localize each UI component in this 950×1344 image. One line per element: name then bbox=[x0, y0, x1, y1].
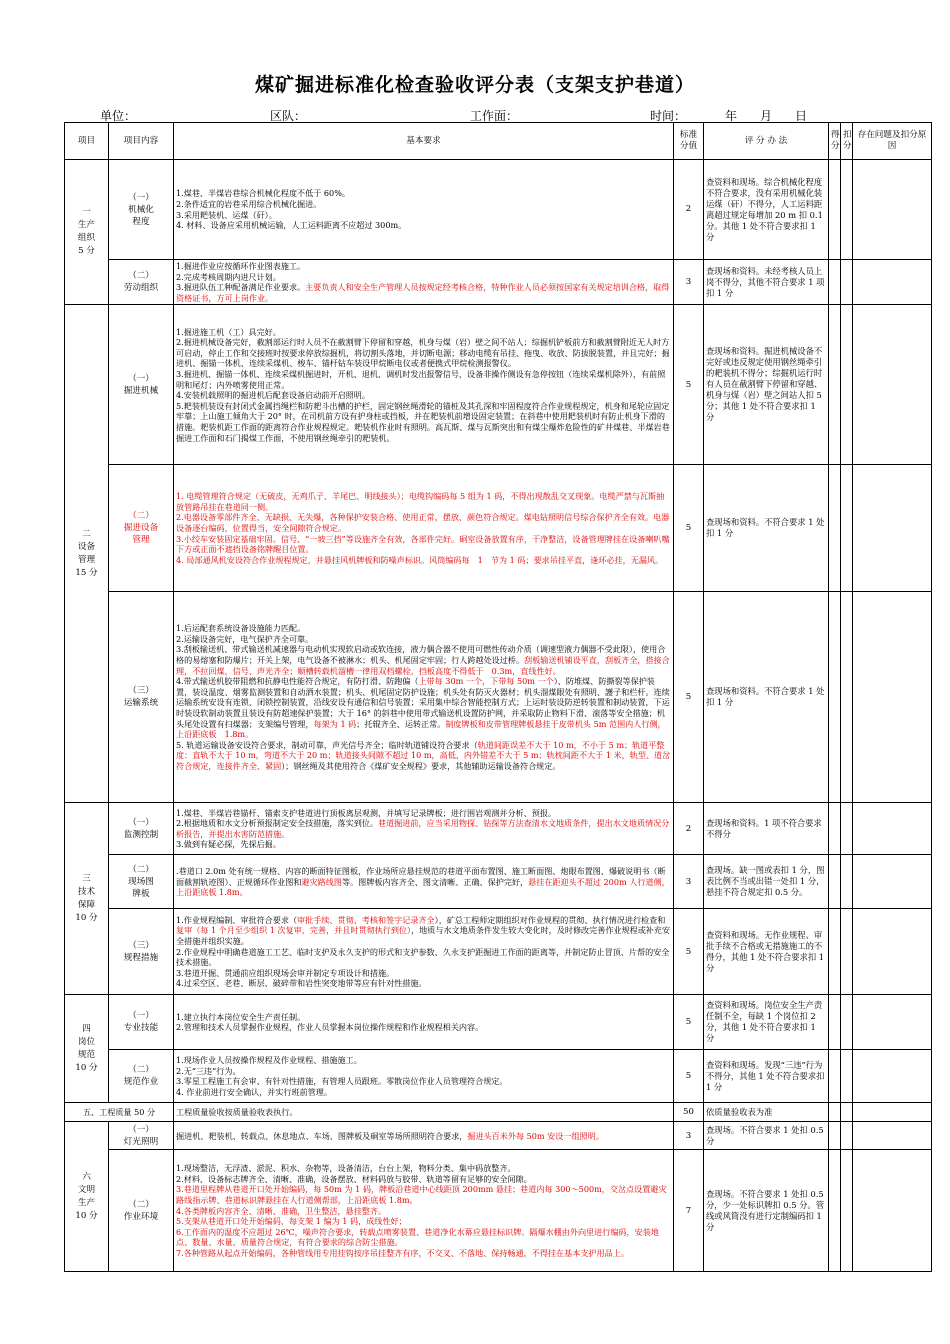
sub-item: （一） 灯光照明 bbox=[109, 1122, 174, 1150]
problem-cell[interactable] bbox=[853, 465, 932, 592]
minus-cell[interactable] bbox=[841, 160, 853, 260]
requirement-text: .巷道口 2.0m 处有统一规格、内容的断面特征图板，作业场所应悬挂规范的巷道平面布置图、施工断面图、炮眼布置图、爆破说明书（断面截割轨迹图）、正规循环作业图和 bbox=[176, 865, 666, 887]
page-title: 煤矿掘进标准化检查验收评分表（支架支护巷道） bbox=[254, 74, 695, 96]
std-score: 5 bbox=[674, 305, 704, 465]
header-row bbox=[65, 123, 932, 160]
problem-cell[interactable] bbox=[853, 1150, 932, 1272]
requirement-text: 1.后运配套系统设备设施能力匹配。 2.运输设备完好，电气保护齐全可靠。 3.刮板输送机、带式输送机减速器与电动机实现软启动或软连接，液力偶合器不使用可燃性传动介质（调速型液力偶器不受此限），使用合格的易熔塞和防爆片；开关上架，电气设备不被淋水；机头、机尾固定牢固；行人跨越处设过桥。 bbox=[176, 623, 666, 665]
std-score: 5 bbox=[674, 995, 704, 1050]
minus-cell[interactable] bbox=[841, 909, 853, 995]
sub-item: （二） 作业环境 bbox=[109, 1150, 174, 1272]
requirement-text-red: 巷道掘进前，应当采用物探、钻探等方法查清水文地质条件，提出水文地质情况分析报告，并提出水害防范措施。 bbox=[176, 818, 670, 839]
problem-cell[interactable] bbox=[853, 909, 932, 995]
unit-label: 单位： bbox=[100, 109, 137, 123]
header-minus: 扣分 bbox=[841, 123, 853, 160]
got-cell[interactable] bbox=[829, 592, 841, 803]
requirement-text: 1.现场整洁，无浮渣、淤泥、积水、杂物等，设备清洁，台台上架，物料分类、集中码放整齐。 2.材料、设备标志牌齐全、清晰、准确，设备摆放、材料码放与胶带、轨道等留有足够的安全间隙。 bbox=[176, 1163, 532, 1184]
sub-item: （二） 劳动组织 bbox=[109, 260, 174, 305]
method: 查资料和现场。发现“三违”行为不得分，其他 1 处不符合要求扣 1 分 bbox=[704, 1050, 829, 1103]
header-item: 项目 bbox=[65, 123, 109, 160]
requirement: 1.建立执行本岗位安全生产责任制。 2.管理和技术人员掌握作业规程，作业人员掌握本岗位操作规程和作业规程相关内容。 bbox=[174, 995, 674, 1050]
minus-cell[interactable] bbox=[841, 803, 853, 855]
minus-cell[interactable] bbox=[841, 592, 853, 803]
problem-cell[interactable] bbox=[853, 160, 932, 260]
requirement: 1.掘进施工机（工）具完好。 2.掘进机械设备完好，截割部运行时人员不在截割臂下停留和穿越，机身与煤（岩）壁之间不站人；综掘机铲板前方和截割臂附近无人时方可启动，停止工作和交接班时按要求停放综掘机，将切割头落地，并切断电源；移动电缆有吊挂、拖曳、收放、防拔脱装置，并且完好；掘进机、掘锚一体机、连续采煤机、梭车、锚杆钻车装设甲烷断电仪或者便携式甲烷检测报警仪。 3.掘进机、掘锚一体机、连续采煤机掘进时，开机、退机、调机时发出报警信号，设备非操作侧设有急停按钮（连续采煤机除外），有前照明和尾灯；内外喷雾使用正常。 4.安装机载照明的掘进机后配套设备启动前开启照明。 5.耙装机装设有封闭式金属挡绳栏和防耙斗出槽的护栏，固定钢丝绳滑轮的锚桩及其孔深和牢固程度符合作业规程规定，机身和尾轮应固定牢靠；上山施工倾角大于 20° 时，在司机前方设有护身柱或挡板，并在耙装机前增设固定装置；在斜巷中使用耙装机时有防止机身下滑的措施。耙装机距工作面的距离符合作业规程规定。耙装机作业时有照明。高瓦斯、煤与瓦斯突出和有煤尘爆炸危险性的矿井煤巷、半煤岩巷掘进工作面和石门揭煤工作面，不使用钢丝绳牵引的耙装机。 bbox=[174, 305, 674, 465]
table-row bbox=[65, 909, 932, 995]
std-score: 3 bbox=[674, 260, 704, 305]
requirement-text: ）、防堆煤、防撕裂等保护装置，装设温度、烟雾监测装置和自动洒水装置；机头、机尾固定防护设施；机头处有防灭火器材；机头溜煤眼处有照明、護子和栏杆。连续运输系统安设有连锁、闭锁控制装置，沿线安设有通信和信号装置；采用集中综合智能控制方式；上运时装设防逆转装置和制动装置，下运时装设软制动装置且装设有防超速保护装置；大于 16° 的斜巷中使用带式输送机设置防护网，并采取防止物料下滑、滚落等安全措施；机头尾处设置有扫煤器；支架编号管理， bbox=[176, 676, 670, 729]
got-cell[interactable] bbox=[829, 995, 841, 1050]
minus-cell[interactable] bbox=[841, 305, 853, 465]
table-row bbox=[65, 1103, 932, 1122]
sub-item: （一） 专业技能 bbox=[109, 995, 174, 1050]
score-table bbox=[64, 122, 932, 1272]
section-name: 一 生产 组织 5 分 bbox=[65, 160, 109, 305]
requirement: 工程质量验收按质量验收表执行。 bbox=[174, 1103, 674, 1122]
section-name: 二 设备 管理 15 分 bbox=[65, 305, 109, 803]
table-row bbox=[65, 260, 932, 305]
requirement-text: ），矿总工程师定期组织对作业规程的贯彻、执行情况进行检查和 bbox=[434, 914, 666, 925]
got-cell[interactable] bbox=[829, 465, 841, 592]
requirement bbox=[174, 909, 674, 995]
requirement-text: 3.做到有疑必探，先探后掘。 bbox=[176, 839, 281, 850]
requirement-text: ；托辊齐全、运转正常。 bbox=[356, 718, 446, 729]
got-cell[interactable] bbox=[829, 305, 841, 465]
requirement-text-red: 主要负责人和安全生产管理人员按规定经考核合格，特种作业人员必须按国家有关规定培训合格，取得资格证书，方可上岗作业。 bbox=[176, 282, 670, 303]
got-cell[interactable] bbox=[829, 1103, 841, 1122]
table-row bbox=[65, 1150, 932, 1272]
method: 查现场和资料。未经考核人员上岗不得分，其他不符合要求 1 项扣 1 分 bbox=[704, 260, 829, 305]
requirement bbox=[174, 803, 674, 855]
got-cell[interactable] bbox=[829, 803, 841, 855]
sub-item: （一） 掘进机械 bbox=[109, 305, 174, 465]
table-row bbox=[65, 1122, 932, 1150]
method: 查资料和现场。无作业规程、审批手续不合格或无措施施工的不得分，其他 1 处不符合要求扣 1 分 bbox=[704, 909, 829, 995]
requirement: 1. 电缆管理符合规定（无破皮，无鸡爪子、羊尾巴、明线接头）；电缆钩编码每 5 组为 1 码，不得出现散乱交叉现象。电缆严禁与瓦斯抽放管路吊挂在巷道同一侧。 2.电器设备零部件齐全，无缺损、无失爆，各种保护安装合格、使用正常，摆放、颜色符合规定。煤电钻照明信号综合保护齐全有效。电器设备逐台编码，位置得当，安全间隙符合规定。 3.小绞车安装固定基础牢固。信号、“一坡三挡”等设施齐全有效，各部件完好。硐室设备放置有序，干净整洁，设备管理牌挂在设备喇叭嘴下方或正面不遮挡设备铭牌醒目位置。 4. 局部通风机安设符合作业规程规定，并悬挂风机牌板和防噪声标识。风筒编码每 1 节为 1 码；要求吊挂平直，逢环必挂，无漏风。 bbox=[174, 465, 674, 592]
minus-cell[interactable] bbox=[841, 1103, 853, 1122]
minus-cell[interactable] bbox=[841, 995, 853, 1050]
std-score: 2 bbox=[674, 803, 704, 855]
section-name: 三 技术 保障 10 分 bbox=[65, 803, 109, 995]
requirement-text-red: 复审（每 1 个月至少组织 1 次复审，完善，并且时贯彻执行到位） bbox=[176, 925, 412, 936]
std-score: 5 bbox=[674, 592, 704, 803]
requirement-text-red: 每架为 1 码 bbox=[313, 718, 357, 729]
problem-cell[interactable] bbox=[853, 1050, 932, 1103]
table-row bbox=[65, 995, 932, 1050]
sub-item: （一） 机械化 程度 bbox=[109, 160, 174, 260]
problem-cell[interactable] bbox=[853, 995, 932, 1050]
requirement: 1.现场作业人员按操作规程及作业规程、措施施工。 2.无“三违”行为。 3.零星工程施工有会审、有针对性措施，有管理人员跟班。零散岗位作业人员管理符合规定。 4. 作业前进行安全确认，并实行班前管理。 bbox=[174, 1050, 674, 1103]
minus-cell[interactable] bbox=[841, 260, 853, 305]
sub-item: （一） 监测控制 bbox=[109, 803, 174, 855]
std-score: 5 bbox=[674, 909, 704, 995]
std-score: 7 bbox=[674, 1150, 704, 1272]
face-label: 工作面： bbox=[470, 109, 519, 123]
table-row bbox=[65, 305, 932, 465]
header-got: 得分 bbox=[829, 123, 841, 160]
method: 查现场和资料。不符合要求 1 处扣 1 分 bbox=[704, 465, 829, 592]
month-label: 月 bbox=[760, 109, 773, 123]
got-cell[interactable] bbox=[829, 1150, 841, 1272]
header-problem: 存在问题及扣分原因 bbox=[853, 123, 932, 160]
requirement-text: 1.煤巷、半煤岩巷锚杆、锚索支护巷道进行顶板离层观测，并填写记录牌板；进行围岩观测并分析、预报。 2.根据地质和水文分析预报制定安全技措施，落实到位。 bbox=[176, 807, 557, 829]
method: 查现场和资料。1 项不符合要求不得分 bbox=[704, 803, 829, 855]
requirement-text-red: 刮板输送机铺设平直，刮板齐全，搭接合理，不拉回煤，信号、声光齐全；顺槽转载机溜槽一律用双档螺栓，挡板高度不得低于 0.3m，直线性好。 bbox=[176, 655, 670, 676]
section-name: 四 岗位 规范 10 分 bbox=[65, 995, 109, 1103]
requirement-text-red: 避灾路线图 bbox=[301, 876, 342, 887]
problem-cell[interactable] bbox=[853, 592, 932, 803]
problem-cell[interactable] bbox=[853, 260, 932, 305]
requirement bbox=[174, 592, 674, 803]
minus-cell[interactable] bbox=[841, 1050, 853, 1103]
std-score: 2 bbox=[674, 160, 704, 260]
std-score: 3 bbox=[674, 1122, 704, 1150]
std-score: 5 bbox=[674, 465, 704, 592]
sub-item: （三） 规程措施 bbox=[109, 909, 174, 995]
got-cell[interactable] bbox=[829, 909, 841, 995]
requirement-text-red: 审批手续、贯彻、考核和签字记录齐全 bbox=[297, 914, 435, 925]
std-score: 50 bbox=[674, 1103, 704, 1122]
method: 查现场。不符合要求 1 处扣 0.5 分，少一处标识牌扣 0.5 分。管线或风筒没有进行定制编码扣 1 分 bbox=[704, 1150, 829, 1272]
requirement: 1.煤巷、半煤岩巷综合机械化程度不低于 60%。 2.条件适宜的岩巷采用综合机械化掘进。 3.采用耙装机、运煤（矸）。 4. 材料、设备应采用机械运输，人工运料距离不应超过 300m。 bbox=[174, 160, 674, 260]
requirement-text: 等。图牌板内容齐全、图文清晰、正确、保护完好， bbox=[341, 876, 529, 887]
requirement-text-red: 悬挂在距迎头不超过 200m 人行道侧，上沿距底板 1.8m。 bbox=[176, 876, 670, 898]
got-cell[interactable] bbox=[829, 1050, 841, 1103]
minus-cell[interactable] bbox=[841, 855, 853, 909]
header-content: 项目内容 bbox=[109, 123, 174, 160]
section-name: 六 文明 生产 10 分 bbox=[65, 1122, 109, 1272]
table-row bbox=[65, 803, 932, 855]
requirement-text: 掘进机、耙装机、转载点、休息地点、车场、图牌板及硐室等场所照明符合要求， bbox=[176, 1130, 468, 1141]
problem-cell[interactable] bbox=[853, 1122, 932, 1150]
requirement-text: ）；钢丝绳及其使用符合《煤矿安全规程》要求，其他辅助运输设备符合规定。 bbox=[281, 760, 561, 771]
minus-cell[interactable] bbox=[841, 1122, 853, 1150]
sub-item: （二） 掘进设备 管理 bbox=[109, 465, 174, 592]
header-requirement: 基本要求 bbox=[174, 123, 674, 160]
district-label: 区队： bbox=[270, 109, 307, 123]
problem-cell[interactable] bbox=[853, 803, 932, 855]
requirement bbox=[174, 855, 674, 909]
problem-cell[interactable] bbox=[853, 855, 932, 909]
requirement bbox=[174, 1150, 674, 1272]
requirement-text-red: 轨道间距误差不大于 10 m，不小于 5 m；轨道平整度：直轨不大于 10 m，弯道不大于 20 m；轨道接头间隙不超过 10 m，高低、内外错差不大于 5 m；轨枕间距不大于 1 米，轨型、道岔符合规定，连接件齐全、紧固 bbox=[176, 739, 671, 771]
method: 查现场。缺一图或表扣 1 分，图表比例不当或出错一处扣 1 分，悬挂不符合规定扣 0.5 分。 bbox=[704, 855, 829, 909]
day-label: 日 bbox=[795, 109, 808, 123]
method: 查现场和资料。掘进机械设备不完好或违反规定使用钢丝绳牵引的耙装机不得分；综掘机运行时有人员在截割臂下停留和穿越、机身与煤（岩）壁之间站人扣 5 分；其他 1 处不符合要求扣 1 分 bbox=[704, 305, 829, 465]
method: 查资料和现场。岗位安全生产责任制不全，每缺 1 个岗位扣 2 分，其他 1 处不符合要求扣 1 分 bbox=[704, 995, 829, 1050]
minus-cell[interactable] bbox=[841, 465, 853, 592]
problem-cell[interactable] bbox=[853, 1103, 932, 1122]
table-row bbox=[65, 160, 932, 260]
method: 查资料和现场。综合机械化程度不符合要求，没有采用机械化装运煤（矸）不得分，人工运料距离超过规定每增加 20 m 扣 0.1 分。其他 1 处不符合要求扣 1 分 bbox=[704, 160, 829, 260]
requirement bbox=[174, 1122, 674, 1150]
year-label: 年 bbox=[725, 109, 738, 123]
requirement-text-red: 上带每 30m 一个，下带每 50m 一个 bbox=[418, 676, 554, 687]
std-score: 3 bbox=[674, 855, 704, 909]
time-label: 时间： bbox=[650, 109, 687, 123]
header-method: 评 分 办 法 bbox=[704, 123, 829, 160]
sub-item: （二） 现场图 牌板 bbox=[109, 855, 174, 909]
requirement-text: 1.掘进作业应按循环作业图表施工。 2.完成考核周期内进尺计划。 3.掘进队伍工种配备满足作业要求。 bbox=[176, 261, 306, 293]
table-row bbox=[65, 465, 932, 592]
requirement-text: 1.作业规程编制、审批符合要求（ bbox=[176, 914, 298, 925]
method: 查现场和资料。不符合要求 1 处扣 1 分 bbox=[704, 592, 829, 803]
got-cell[interactable] bbox=[829, 160, 841, 260]
requirement-text: 5. 轨道运输设备安设符合要求，制动可靠，声光信号齐全；临时轨道铺设符合要求（ bbox=[176, 739, 478, 750]
requirement bbox=[174, 260, 674, 305]
table-row bbox=[65, 855, 932, 909]
section-name: 五、工程质量 50 分 bbox=[65, 1103, 174, 1122]
got-cell[interactable] bbox=[829, 855, 841, 909]
sub-item: （二） 规范作业 bbox=[109, 1050, 174, 1103]
header-std-score: 标准分值 bbox=[674, 123, 704, 160]
requirement-text-red: 3.巷道里程牌从巷道开口处开始编码，每 50m 为 1 码，牌板沿巷道中心线距顶 200mm 悬挂；巷道内每 300～500m，交岔点设置避灾路线指示牌、巷道标识牌悬挂在人行道侧帮部，上沿距底板 1.8m。 4.各类牌板内容齐全、清晰、准确，卫生整洁，悬挂整齐。 5.支架从巷道开口处开始编码，每支架 1 编为 1 码，成线性好； 6.工作面内的温度不应超过 26℃，噪声符合要求，转载点喷雾装置、巷道净化水幕应悬挂标识牌。隔爆水棚由外向里进行编码，安装地点、数量、水量、质量符合规定，有符合要求的综合防尘措施。 7.各种管路从起点开始编码，各种管线用专用挂钩按序吊挂整齐有序，不交叉、不落地、保持畅通，不得挂在基本支护用品上。 bbox=[176, 1184, 667, 1258]
requirement-text-red: 掘进头百米外每 50m 安设一组照明。 bbox=[467, 1130, 604, 1141]
requirement-text-red: 制度牌板和皮带管理牌板悬挂于皮带机头 5m 范围内人行侧，上沿距底板 1.8m。 bbox=[176, 718, 666, 740]
problem-cell[interactable] bbox=[853, 305, 932, 465]
minus-cell[interactable] bbox=[841, 1150, 853, 1272]
got-cell[interactable] bbox=[829, 1122, 841, 1150]
got-cell[interactable] bbox=[829, 260, 841, 305]
method: 依质量验收表为准 bbox=[704, 1103, 829, 1122]
table-row bbox=[65, 592, 932, 803]
table-row bbox=[65, 1050, 932, 1103]
sub-item: （三） 运输系统 bbox=[109, 592, 174, 803]
method: 查现场。不符合要求 1 处扣 0.5 分 bbox=[704, 1122, 829, 1150]
requirement-text: 4.带式输送机胶带阻燃和抗静电性能符合规定，有防打滑、防跑偏（ bbox=[176, 676, 419, 687]
requirement-text: ，地质与水文地质条件发生较大变化时，及时修改完善作业规程或补充安全措施并组织实施。 2.作业规程中明确巷道施工工艺、临时支护及永久支护的形式和支护参数、久永支护距掘进工作面的距离等，并制定防止冒顶、片帮的安全技术措施。 3.巷道开掘、贯通前应组织现场会审并制定专项设计和措施。 4.过采空区、老巷、断层、破碎带和岩性突变地带等应有针对性措施。 bbox=[176, 925, 671, 989]
std-score: 5 bbox=[674, 1050, 704, 1103]
